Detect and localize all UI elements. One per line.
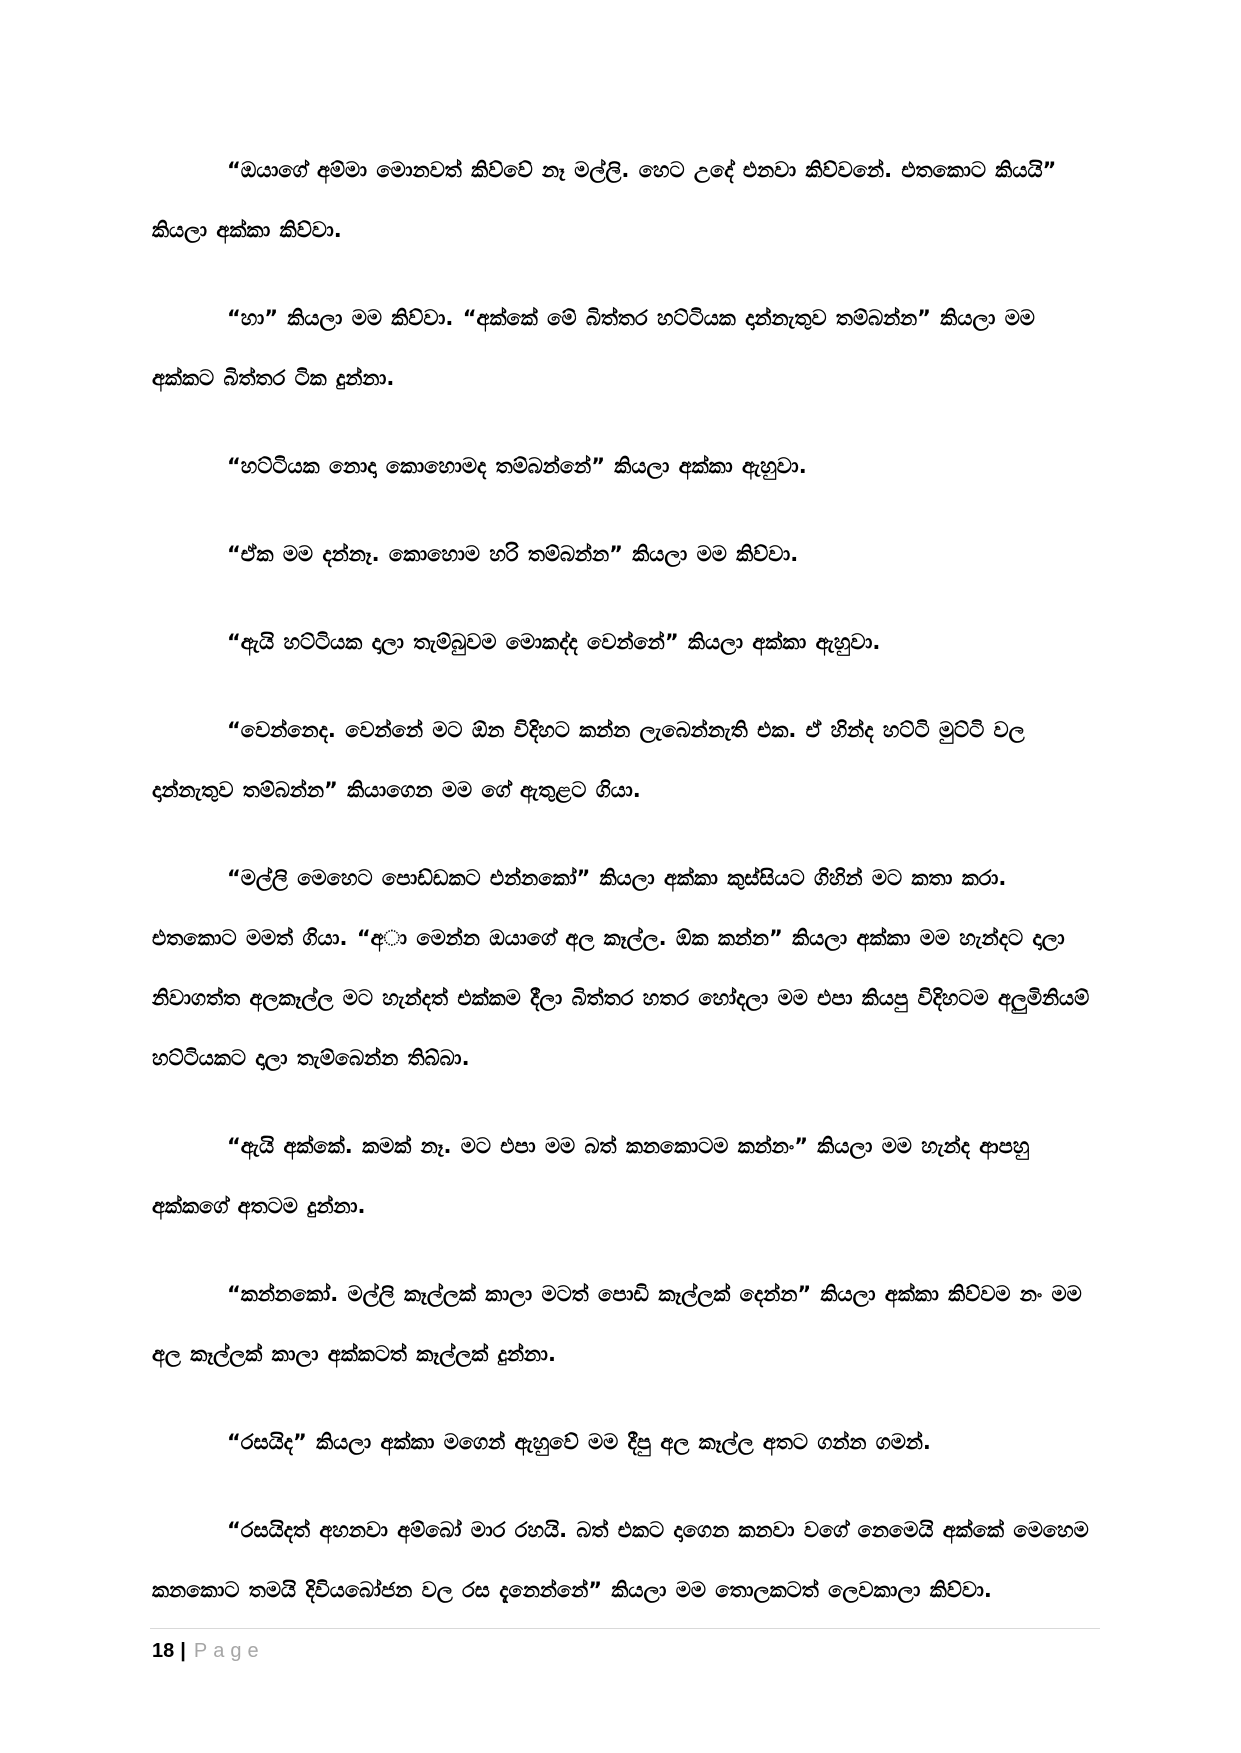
paragraph: “ඒක මම දන්නෑ. කොහොම හරි තම්බන්න” කියලා මම කිව්වා. <box>227 542 799 566</box>
page-number: 18 <box>152 1639 175 1662</box>
paragraph: “රසයිද” කියලා අක්කා මගෙන් ඇහුවේ මම දීපු අල කෑල්ල අතට ගන්න ගමන්. <box>227 1430 931 1454</box>
footer-separator: | <box>180 1639 186 1662</box>
page-footer <box>152 1636 265 1666</box>
paragraph: “මල්ලි මෙහෙට පොඩ්ඩකට එන්නකෝ” කියලා අක්කා කුස්සියට ගිහින් මට කතා කරා. එතකොට මමත් ගියා. “අා මෙන්න ඔයාගේ අල කෑල්ල. ඕක කන්න” කියලා අක්කා මම හැන්දට දාලා නිවාගත්ත අලකෑල්ල මට හැන්දත් එක්කම දීලා බිත්තර හතර හෝදලා මම එපා කියපු විදිහටම අලුමිනියම් හට්ටියකට දාලා තැම්බෙන්න තිබ්බා. <box>152 866 1090 1070</box>
page-label: Page <box>193 1639 265 1662</box>
paragraph: “ඔයාගේ අම්මා මොනවත් කිව්වේ නෑ මල්ලි. හෙට උදේ එනවා කිව්වනේ. එතකොට කියයි” කියලා අක්කා කිව්වා. <box>152 158 1057 242</box>
paragraph: “හට්ටියක නොදා කොහොමද තම්බන්නේ” කියලා අක්කා ඇහුවා. <box>227 454 807 478</box>
body-text <box>152 140 1097 1648</box>
paragraph: “ඇයි අක්කේ. කමක් නෑ. මට එපා මම බත් කනකොටම කන්නං” කියලා මම හැන්ද ආපහු අක්කගේ අතටම දුන්නා. <box>152 1134 1030 1218</box>
footer-divider <box>150 1628 1100 1629</box>
paragraph: “වෙන්නෙද. වෙන්නේ මට ඕන විදිහට කන්න ලැබෙන්නැති එක. ඒ හින්ද හට්ටි මුට්ටි වල දාන්නැතුව තම්බන්න” කියාගෙන මම ගේ ඇතුළට ගියා. <box>152 718 1025 802</box>
paragraph: “රසයිදත් අහනවා අම්බෝ මාර රහයි. බත් එකට දාගෙන කනවා වගේ නෙමෙයි අක්කේ මෙහෙම කනකොට තමයි දිවියබෝජන වල රස දැනෙන්නේ” කියලා මම තොලකටත් ලෙවකාලා කිව්වා. <box>152 1518 1089 1602</box>
paragraph: “කන්නකෝ. මල්ලි කෑල්ලක් කාලා මටත් පොඩි කෑල්ලක් දෙන්න” කියලා අක්කා කිව්වම නං මම අල කෑල්ලක් කාලා අක්කටත් කෑල්ලක් දුන්නා. <box>152 1282 1082 1366</box>
paragraph: “ඇයි හට්ටියක දාලා තැම්බුවම මොකද්ද වෙන්නේ” කියලා අක්කා ඇහුවා. <box>227 630 881 654</box>
paragraph: “හා” කියලා මම කිව්වා. “අක්කේ මේ බිත්තර හට්ටියක දාන්නැතුව තම්බන්න” කියලා මම අක්කට බිත්තර ටික දුන්නා. <box>152 306 1035 390</box>
